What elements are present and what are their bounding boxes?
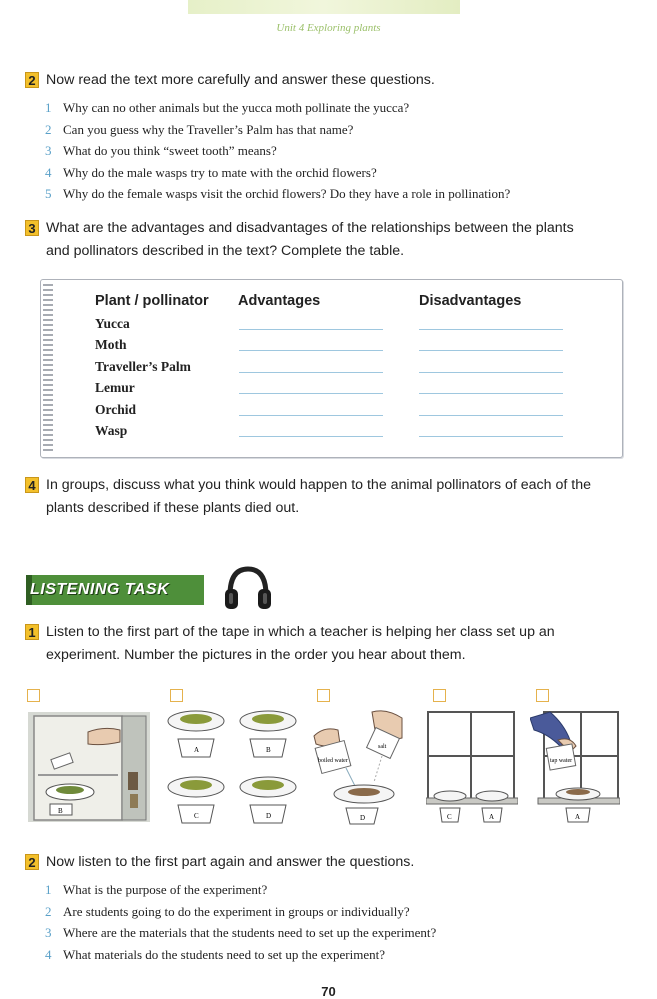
column-header-plant: Plant / pollinator <box>95 293 209 309</box>
tap-water-picture <box>530 710 620 826</box>
spiral-binding <box>43 284 53 452</box>
answer-table <box>40 279 623 458</box>
dish-label-b: B <box>266 746 271 754</box>
question-number: 3 <box>25 220 39 236</box>
dish-label-d: D <box>266 812 272 820</box>
question-2 <box>25 69 645 92</box>
window-dish-label-a: A <box>489 813 495 821</box>
question-text: Now read the text more carefully and answer these questions. <box>46 72 435 88</box>
answer-line-disadvantages[interactable] <box>419 350 563 351</box>
listening-task-title: LISTENING TASK <box>30 581 170 598</box>
question-text-line1: In groups, discuss what you think would happen to the animal pollinators of each of the <box>46 477 591 493</box>
list-item: 4 What materials do the students need to set up the experiment? <box>45 946 386 962</box>
unit-title: Unit 4 Exploring plants <box>276 22 381 34</box>
list-item: 1 Why can no other animals but the yucca moth pollinate the yucca? <box>45 100 410 115</box>
table-row-label: Wasp <box>95 423 128 438</box>
question-4 <box>25 474 645 520</box>
question-text-line2: experiment. Number the pictures in the order you hear about them. <box>46 647 466 663</box>
answer-line-advantages[interactable] <box>239 372 383 373</box>
order-checkbox-4[interactable] <box>433 689 446 702</box>
listening-question-2-list <box>45 882 645 968</box>
list-item: 1 What is the purpose of the experiment? <box>45 882 268 897</box>
question-number: 2 <box>25 72 39 88</box>
table-row-label: Lemur <box>95 380 135 395</box>
boiled-water-label: boiled water <box>318 758 348 764</box>
salt-label: salt <box>378 744 387 750</box>
question-text: Now listen to the first part again and answer the questions. <box>46 854 415 870</box>
question-number: 2 <box>25 854 39 870</box>
question-number: 1 <box>25 624 39 640</box>
answer-line-disadvantages[interactable] <box>419 393 563 394</box>
list-item: 5 Why do the female wasps visit the orchid flowers? Do they have a role in pollination? <box>45 186 511 201</box>
question-text-line1: Listen to the first part of the tape in which a teacher is helping her class set up an <box>46 624 555 640</box>
window-sill-picture <box>426 710 518 826</box>
table-row-label: Traveller’s Palm <box>95 359 191 374</box>
question-3 <box>25 217 645 263</box>
pouring-picture <box>312 708 416 826</box>
order-checkbox-3[interactable] <box>317 689 330 702</box>
answer-line-advantages[interactable] <box>239 436 383 437</box>
pour-dish-label: D <box>360 814 366 822</box>
question-number: 4 <box>25 477 39 493</box>
question-text-line2: plants described if these plants died out. <box>46 500 300 516</box>
list-item: 3 Where are the materials that the students need to set up the experiment? <box>45 925 437 940</box>
tap-water-label: tap water <box>550 758 573 764</box>
fridge-picture <box>28 712 150 822</box>
answer-line-disadvantages[interactable] <box>419 329 563 330</box>
table-row-label: Orchid <box>95 402 137 417</box>
answer-line-advantages[interactable] <box>239 350 383 351</box>
order-checkbox-5[interactable] <box>536 689 549 702</box>
page-number: 70 <box>321 984 336 999</box>
dish-label-c: C <box>194 812 199 820</box>
headphones-icon <box>222 565 274 611</box>
answer-line-disadvantages[interactable] <box>419 372 563 373</box>
list-item: 2 Are students going to do the experiment in groups or individually? <box>45 903 410 919</box>
header-band <box>188 0 460 14</box>
table-row-label: Moth <box>95 337 127 352</box>
answer-line-disadvantages[interactable] <box>419 436 563 437</box>
answer-line-advantages[interactable] <box>239 329 383 330</box>
window-dish-label-c: C <box>447 813 452 821</box>
column-header-advantages: Advantages <box>238 293 321 309</box>
question-text-line2: and pollinators described in the text? Complete the table. <box>46 243 405 259</box>
table-row-label: Yucca <box>95 316 130 331</box>
four-dishes-picture <box>162 707 302 827</box>
order-checkbox-1[interactable] <box>27 689 40 702</box>
question-2-list <box>45 100 645 208</box>
list-item: 4 Why do the male wasps try to mate with the orchid flowers? <box>45 164 377 180</box>
listening-question-1 <box>25 621 645 667</box>
column-header-disadvantages: Disadvantages <box>419 293 522 309</box>
tap-dish-label: A <box>575 813 581 821</box>
listening-question-2 <box>25 851 645 874</box>
question-text-line1: What are the advantages and disadvantages of the relationships between the plants <box>46 220 574 236</box>
order-checkbox-2[interactable] <box>170 689 183 702</box>
answer-line-advantages[interactable] <box>239 393 383 394</box>
answer-line-advantages[interactable] <box>239 415 383 416</box>
list-item: 2 Can you guess why the Traveller’s Palm has that name? <box>45 121 354 137</box>
dish-label-a: A <box>194 746 200 754</box>
answer-line-disadvantages[interactable] <box>419 415 563 416</box>
fridge-dish-label: B <box>58 807 63 815</box>
list-item: 3 What do you think “sweet tooth” means? <box>45 143 277 158</box>
